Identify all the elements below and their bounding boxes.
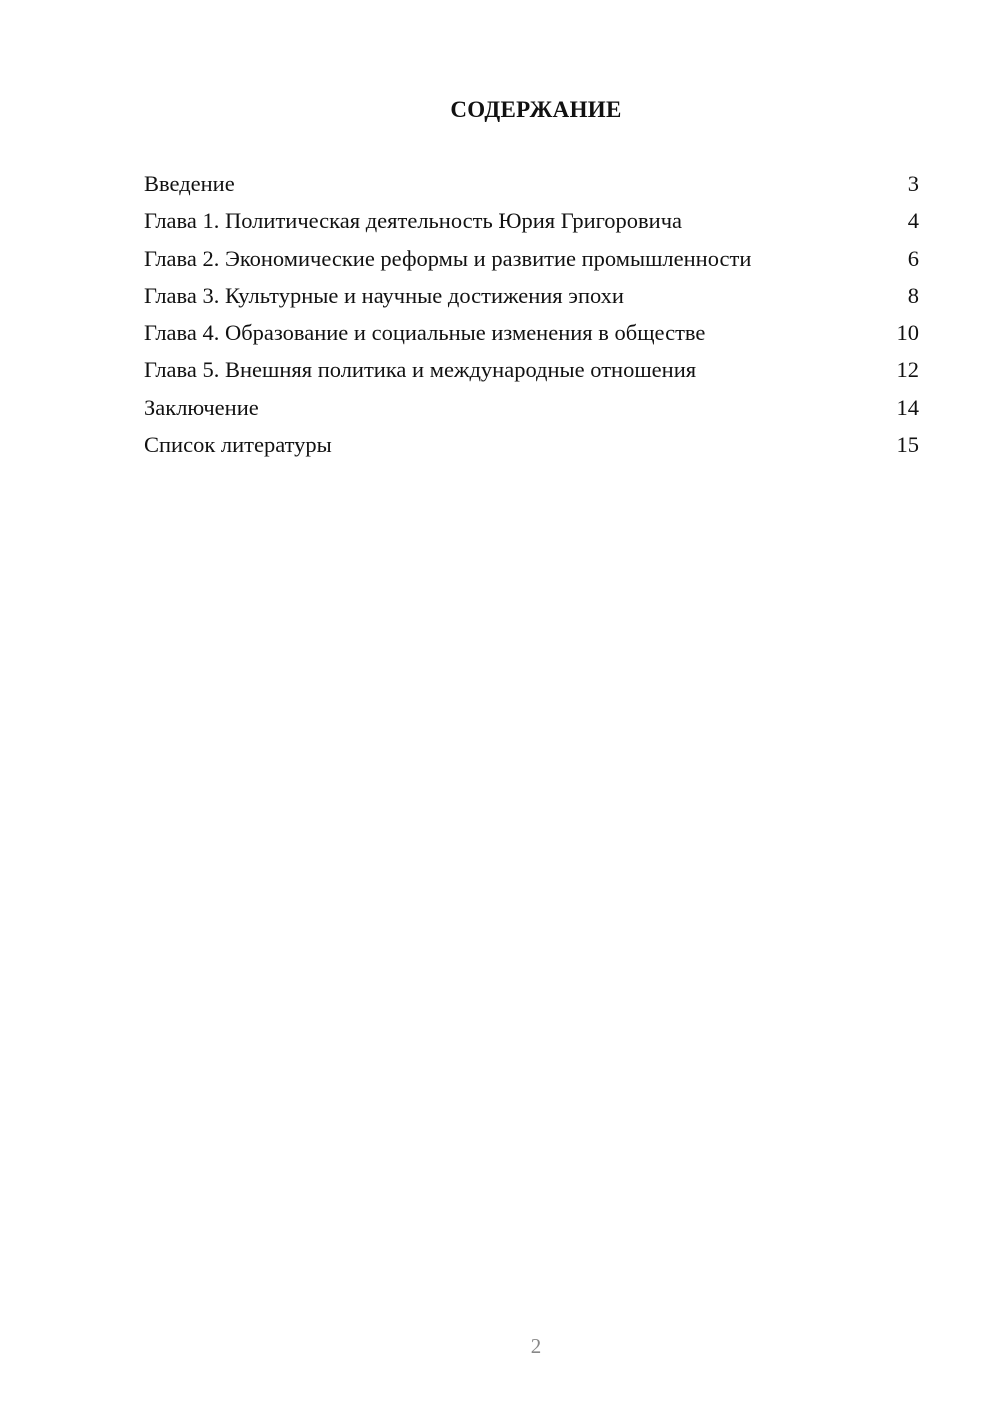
toc-entry-page: 4 (907, 208, 919, 234)
toc-entry-label: Введение (144, 171, 235, 196)
toc-entry-chapter-5 (144, 355, 919, 392)
toc-entry-conclusion (144, 393, 919, 430)
toc-entry-page: 6 (907, 245, 919, 271)
toc-entry-references (144, 430, 919, 467)
toc-entry-page: 3 (907, 171, 919, 196)
toc-entry-label: Глава 5. Внешняя политика и международные отношения (144, 357, 697, 383)
toc-entry-page: 12 (896, 357, 919, 383)
toc-entry-chapter-4 (144, 318, 919, 355)
toc-entry-label: Глава 2. Экономические реформы и развитие промышленности (144, 245, 752, 271)
table-of-contents (144, 169, 919, 467)
toc-entry-page: 8 (907, 282, 919, 308)
toc-title: СОДЕРЖАНИЕ (450, 97, 622, 122)
page-number: 2 (530, 1334, 542, 1358)
toc-entry-label: Список литературы (144, 432, 332, 458)
toc-entry-chapter-2 (144, 244, 919, 281)
toc-entry-introduction (144, 169, 919, 206)
toc-entry-chapter-1 (144, 206, 919, 243)
toc-entry-chapter-3 (144, 281, 919, 318)
toc-entry-page: 15 (896, 432, 919, 458)
toc-entry-label: Глава 1. Политическая деятельность Юрия Григоровича (144, 208, 683, 234)
toc-entry-page: 14 (896, 394, 919, 420)
toc-entry-page: 10 (896, 320, 919, 346)
toc-entry-label: Заключение (144, 394, 259, 420)
toc-entry-label: Глава 4. Образование и социальные изменения в обществе (144, 320, 706, 346)
toc-entry-label: Глава 3. Культурные и научные достижения эпохи (144, 282, 624, 308)
